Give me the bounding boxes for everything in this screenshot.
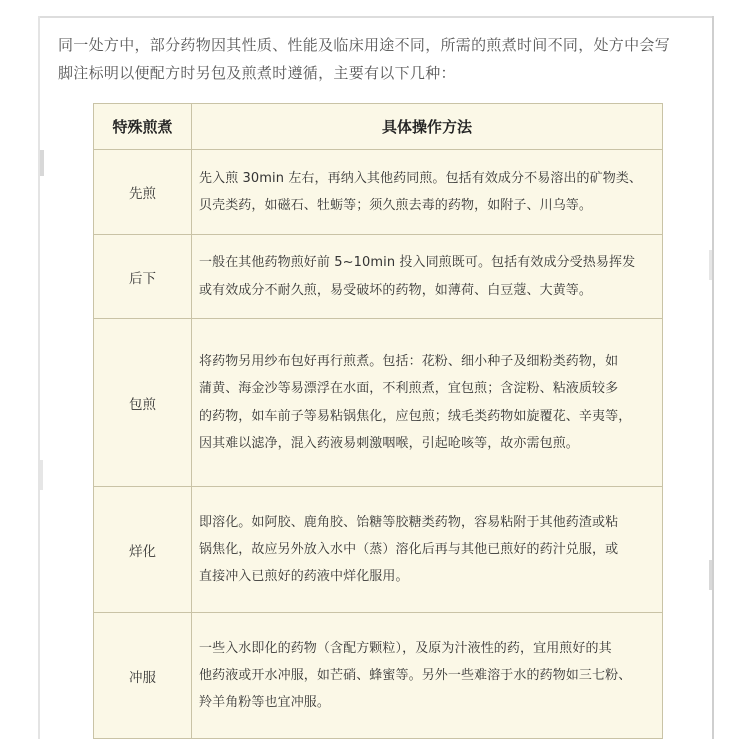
- table-row: [94, 150, 663, 235]
- intro-line: 同一处方中，部分药物因其性质、性能及临床用途不同，所需的煎煮时间不同，处方中会写: [58, 36, 671, 54]
- right-border: [712, 16, 714, 739]
- method-line: 贝壳类药，如磁石、牡蛎等；须久煎去毒的药物，如附子、川乌等。: [199, 198, 593, 213]
- method-line: 直接冲入已煎好的药液中烊化服用。: [199, 569, 409, 585]
- row-name: 冲服: [94, 613, 192, 739]
- method-line: 他药液或开水冲服，如芒硝、蜂蜜等。另外一些难溶于水的药物如三七粉、: [199, 667, 632, 683]
- decoction-methods-table: [93, 103, 663, 739]
- method-line: 锅焦化，故应另外放入水中（蒸）溶化后再与其他已煎好的药汁兑服，或: [199, 541, 619, 557]
- header-method: 具体操作方法: [192, 104, 663, 150]
- right-border-mark: [709, 560, 712, 590]
- method-line: 先入煎 30min 左右，再纳入其他药同煎。包括有效成分不易溶出的矿物类、: [199, 170, 643, 186]
- left-border-mark: [40, 150, 44, 176]
- method-line: 羚羊角粉等也宜冲服。: [199, 695, 331, 711]
- row-name: 后下: [94, 235, 192, 319]
- header-special-decoction: 特殊煎煮: [94, 104, 192, 150]
- row-method: [192, 235, 663, 319]
- left-border: [38, 16, 40, 739]
- method-line: 将药物另用纱布包好再行煎煮。包括：花粉、细小种子及细粉类药物，如: [199, 354, 619, 370]
- table-row: [94, 613, 663, 739]
- method-line: 的药物，如车前子等易粘锅焦化，应包煎；绒毛类药物如旋覆花、辛夷等，: [199, 408, 632, 424]
- method-line: 蒲黄、海金沙等易漂浮在水面，不利煎煮，宜包煎；含淀粉、粘液质较多: [199, 381, 619, 397]
- intro-line: 脚注标明以便配方时另包及煎煮时遵循，主要有以下几种：: [58, 64, 456, 82]
- right-border-mark: [709, 250, 712, 280]
- top-divider: [38, 16, 713, 18]
- row-name: 先煎: [94, 150, 192, 235]
- left-border-mark: [40, 460, 43, 490]
- row-method: [192, 613, 663, 739]
- table-row: [94, 487, 663, 613]
- method-line: 或有效成分不耐久煎，易受破坏的药物，如薄荷、白豆蔻、大黄等。: [199, 282, 593, 298]
- row-method: [192, 319, 663, 487]
- table-row: [94, 319, 663, 487]
- method-line: 一些入水即化的药物（含配方颗粒），及原为汁液性的药，宜用煎好的其: [199, 640, 612, 656]
- method-line: 一般在其他药物煎好前 5~10min 投入同煎既可。包括有效成分受热易挥发: [199, 255, 636, 271]
- row-method: [192, 150, 663, 235]
- table-header-row: [94, 104, 663, 150]
- method-line: 即溶化。如阿胶、鹿角胶、饴糖等胶糖类药物，容易粘附于其他药渣或粘: [199, 514, 619, 530]
- method-line: 因其难以滤净，混入药液易刺激咽喉，引起呛咳等，故亦需包煎。: [199, 435, 579, 451]
- row-method: [192, 487, 663, 613]
- table-row: [94, 235, 663, 319]
- row-name: 包煎: [94, 319, 192, 487]
- row-name: 烊化: [94, 487, 192, 613]
- intro-paragraph: [58, 31, 708, 87]
